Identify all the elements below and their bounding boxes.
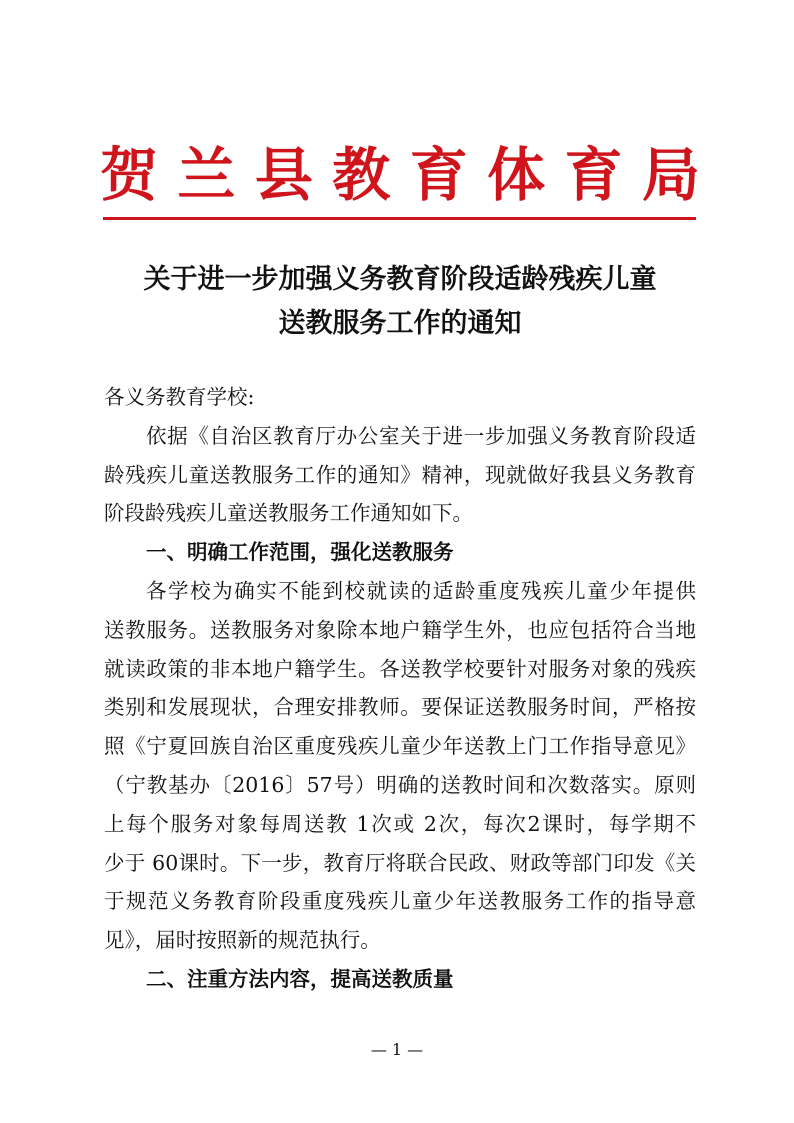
title-line: 关于进一步加强义务教育阶段适龄残疾儿童	[143, 264, 657, 295]
agency-char: 贺	[100, 141, 159, 209]
section-heading: 一、明确工作范围，强化送教服务	[146, 540, 454, 565]
paragraph-line: 类别和发展现状，合理安排教师。要保证送教服务时间，严格按	[104, 695, 696, 720]
agency-char: 兰	[177, 141, 236, 209]
paragraph-line: 各学校为确实不能到校就读的适龄重度残疾儿童少年提供	[146, 578, 696, 603]
document-title	[90, 258, 710, 346]
paragraph-line: 阶段龄残疾儿童送教服务工作通知如下。	[104, 501, 473, 526]
document-body	[104, 378, 696, 999]
paragraph-line: 上每个服务对象每周送教 1次或 2次，每次2课时，每学期不	[104, 811, 696, 836]
salutation: 各义务教育学校:	[104, 385, 255, 409]
header-red-rule	[103, 217, 696, 220]
paragraph-line: 见》，届时按照新的规范执行。	[104, 928, 381, 953]
paragraph-line: 依据《自治区教育厅办公室关于进一步加强义务教育阶段适	[146, 423, 696, 448]
agency-char: 育	[409, 141, 468, 209]
page-number: — 1 —	[370, 1040, 424, 1059]
paragraph-line: 龄残疾儿童送教服务工作的通知》精神，现就做好我县义务教育	[104, 462, 696, 487]
paragraph-line: 就读政策的非本地户籍学生。各送教学校要针对服务对象的残疾	[104, 656, 696, 681]
paragraph-line: 照《宁夏回族自治区重度残疾儿童少年送教上门工作指导意见》	[104, 734, 696, 759]
agency-char: 县	[254, 141, 313, 209]
paragraph-line: （宁教基办〔2016〕57号）明确的送教时间和次数落实。原则	[104, 772, 696, 797]
agency-char: 局	[641, 141, 700, 209]
agency-char: 教	[332, 141, 391, 209]
agency-char: 育	[564, 141, 623, 209]
title-line: 送教服务工作的通知	[278, 308, 522, 339]
agency-char: 体	[487, 141, 546, 209]
paragraph-line: 于规范义务教育阶段重度残疾儿童少年送教服务工作的指导意	[104, 889, 696, 914]
issuing-agency-header	[100, 140, 700, 210]
section-heading: 二、注重方法内容，提高送教质量	[146, 966, 454, 991]
paragraph-line: 少于 60课时。下一步，教育厅将联合民政、财政等部门印发《关	[104, 850, 696, 875]
paragraph-line: 送教服务。送教服务对象除本地户籍学生外，也应包括符合当地	[104, 617, 696, 642]
